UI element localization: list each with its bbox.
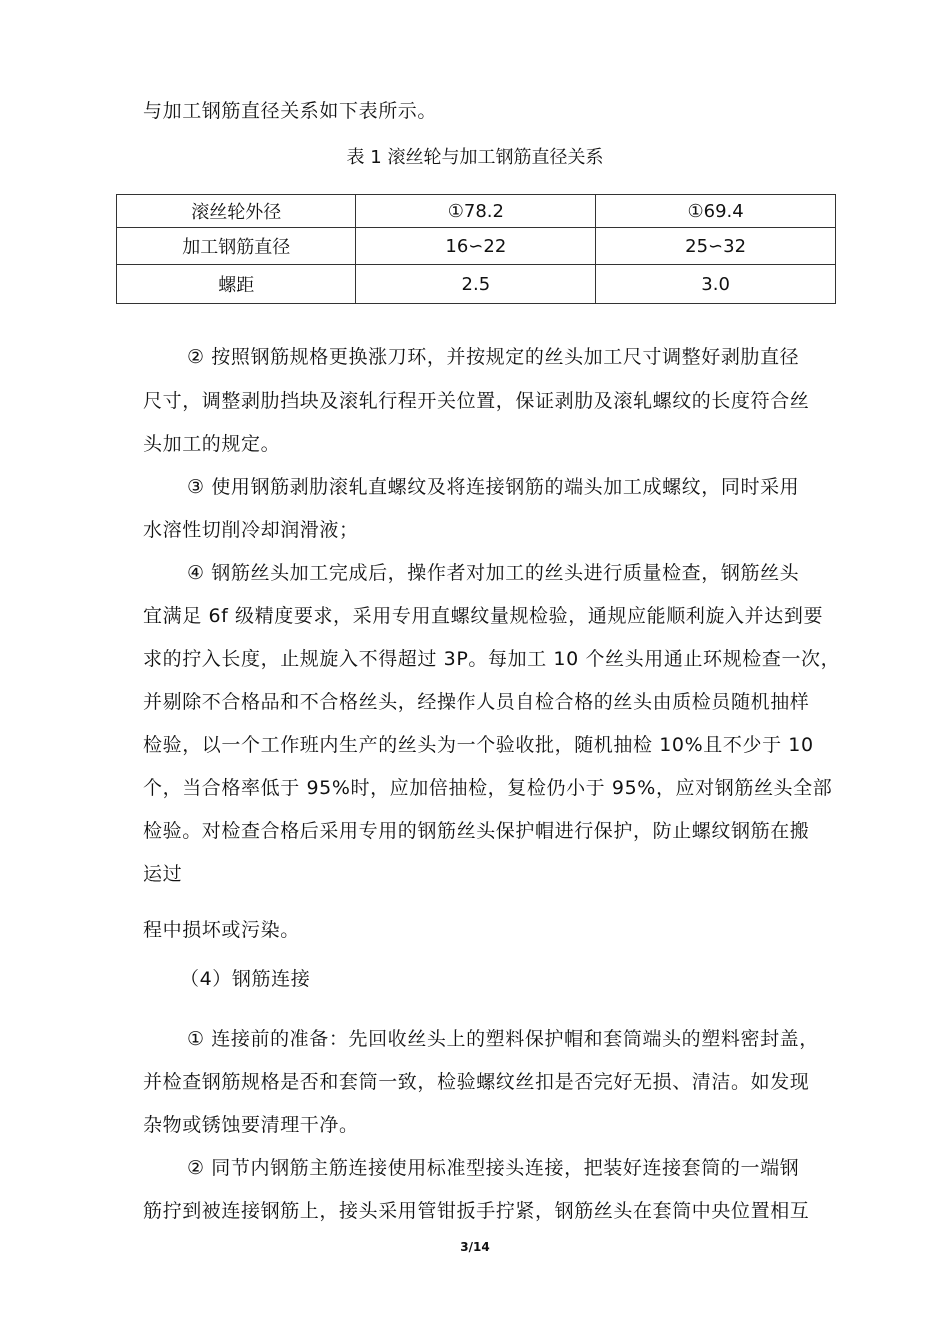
paragraph-line: ② 按照钢筋规格更换涨刀环，并按规定的丝头加工尺寸调整好剥肋直径 — [187, 346, 800, 368]
paragraph-line: 头加工的规定。 — [143, 433, 281, 455]
paragraph-line: 水溶性切削冷却润滑液； — [143, 519, 359, 541]
paragraph-line: 求的拧入长度，止规旋入不得超过 3P。每加工 10 个丝头用通止环规检查一次， — [143, 648, 841, 670]
paragraph-line: 尺寸，调整剥肋挡块及滚轧行程开关位置，保证剥肋及滚轧螺纹的长度符合丝 — [143, 390, 810, 412]
paragraph-line: 个，当合格率低于 95%时，应加倍抽检，复检仍小于 95%，应对钢筋丝头全部 — [143, 777, 833, 799]
paragraph-line: 宜满足 6f 级精度要求，采用专用直螺纹量规检验，通规应能顺利旋入并达到要 — [143, 605, 824, 627]
spec-table — [116, 194, 836, 304]
paragraph-line: 并剔除不合格品和不合格丝头，经操作人员自检合格的丝头由质检员随机抽样 — [143, 691, 810, 713]
section-heading: （4）钢筋连接 — [180, 968, 311, 990]
table-cell: ①69.4 — [596, 195, 836, 228]
paragraph-line: 运过 — [143, 863, 183, 885]
paragraph-line: 检验，以一个工作班内生产的丝头为一个验收批，随机抽检 10%且不少于 10 — [143, 734, 814, 756]
table-row — [117, 228, 836, 265]
table-cell: 滚丝轮外径 — [117, 195, 356, 228]
table-cell: 加工钢筋直径 — [117, 228, 356, 265]
paragraph-line: ③ 使用钢筋剥肋滚轧直螺纹及将连接钢筋的端头加工成螺纹，同时采用 — [187, 476, 800, 498]
table-cell: ①78.2 — [356, 195, 596, 228]
paragraph-line: 杂物或锈蚀要清理干净。 — [143, 1114, 359, 1136]
table-caption: 表 1 滚丝轮与加工钢筋直径关系 — [346, 147, 604, 168]
paragraph-line: 程中损坏或污染。 — [143, 919, 300, 941]
paragraph-line: ④ 钢筋丝头加工完成后，操作者对加工的丝头进行质量检查，钢筋丝头 — [187, 562, 800, 584]
intro-line: 与加工钢筋直径关系如下表所示。 — [143, 100, 438, 122]
table-cell: 螺距 — [117, 265, 356, 304]
paragraph-line: 筋拧到被连接钢筋上，接头采用管钳扳手拧紧，钢筋丝头在套筒中央位置相互 — [143, 1200, 810, 1222]
table-row — [117, 265, 836, 304]
table-cell: 2.5 — [356, 265, 596, 304]
paragraph-line: ① 连接前的准备：先回收丝头上的塑料保护帽和套筒端头的塑料密封盖， — [187, 1028, 819, 1050]
table-row — [117, 195, 836, 228]
paragraph-line: 检验。对检查合格后采用专用的钢筋丝头保护帽进行保护，防止螺纹钢筋在搬 — [143, 820, 810, 842]
paragraph-line: 并检查钢筋规格是否和套筒一致，检验螺纹丝扣是否完好无损、清洁。如发现 — [143, 1071, 810, 1093]
table-cell: 25∽32 — [596, 228, 836, 265]
table-cell: 16∽22 — [356, 228, 596, 265]
paragraph-line: ② 同节内钢筋主筋连接使用标准型接头连接，把装好连接套筒的一端钢 — [187, 1157, 800, 1179]
page-number: 3/14 — [460, 1240, 490, 1254]
table-cell: 3.0 — [596, 265, 836, 304]
